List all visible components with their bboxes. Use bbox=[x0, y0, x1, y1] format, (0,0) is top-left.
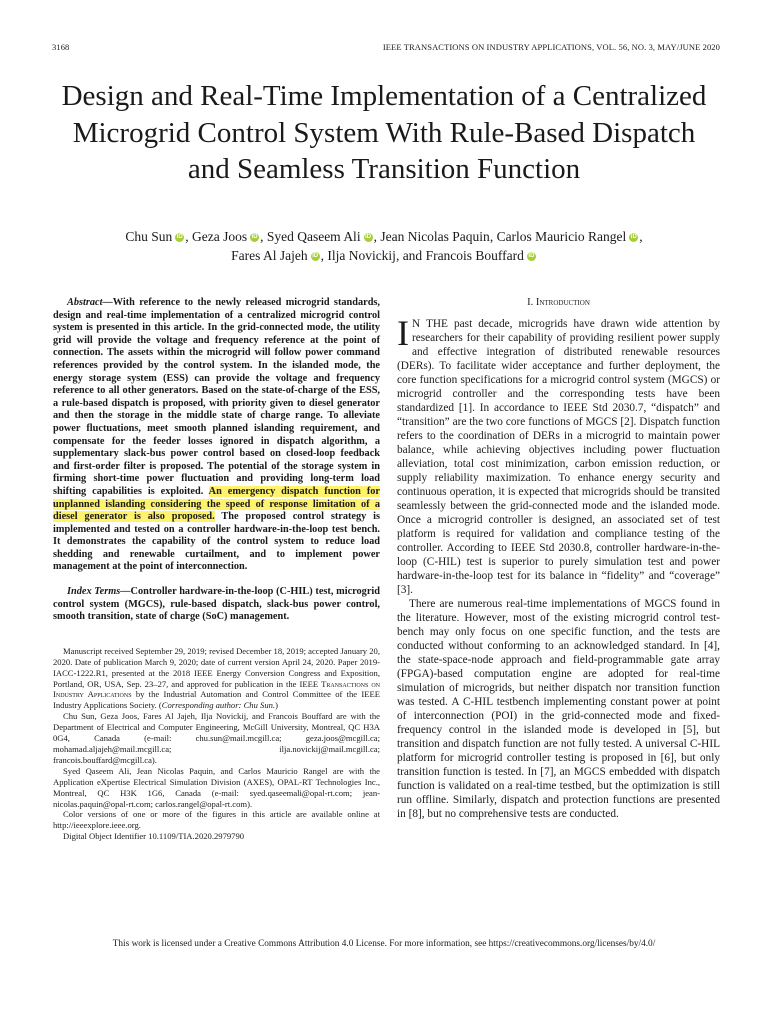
page-number: 3168 bbox=[52, 42, 70, 52]
footnote-doi: Digital Object Identifier 10.1109/TIA.2020.2979790 bbox=[63, 831, 245, 842]
journal-header: IEEE TRANSACTIONS ON INDUSTRY APPLICATIONS, VOL. 56, NO. 3, MAY/JUNE 2020 bbox=[382, 42, 720, 52]
author-name: Fares Al Jajeh bbox=[231, 248, 308, 263]
author-separator: , bbox=[489, 229, 497, 244]
section-heading: I. Introduction bbox=[527, 297, 590, 308]
author-name: Jean Nicolas Paquin bbox=[380, 229, 490, 244]
abstract-text: With reference to the newly released microgrid standards, design and real-time implementation of a centralized microgrid control system is presented in this article. In the grid-connected mode, the utility grid will provide the voltage and frequency reference at the point of connection. The assets within the microgrid will follow power command references provided by the control system. In the islanded mode, the energy storage system (ESS) can provide the voltage and frequency reference to all other generators. Based on the state-of-charge of the ESS, a rule-based dispatch is proposed, with priority given to diesel generator and then the storage in the middle state of charge range. To alleviate power fluctuations, meet smooth planned islanding requirement, and compensate for the feeder losses ignored in dispatch algorithm, a supplementary slack-bus power control based on closed-loop feedback and first-order filter is proposed. The potential of the storage system in firming short-time power fluctuation and providing long-term load shifting capabilities is exploited. bbox=[53, 297, 380, 497]
intro-paragraph-2: There are numerous real-time implementations of MGCS found in the literature. However, most of the existing microgrid control test-bench may only focus on one specific function, and the tests are conducted without conforming to an acknowledged standard. In [4], the state-space-node approach and field-programmable gate array (FPGA)-based computation engine are adopted for real-time simulation of microgrids, but neither dispatch nor transition function was tested. A C-HIL testbench implementing constant power at point of interconnection (POI) in the grid-connected mode and fixed-frequency control in the islanded mode is developed in [5], but transition and dispatch function are not fully tested. A universal C-HIL platform for microgrid controller testing is proposed in [6], but only transition function is tested. In [7], an MGCS embedded with dispatch function is validated on a real-time testbed, but the optimization is still run offline. Similarly, dispatch and protection functions are presented in [8], but no comprehensive tests are conducted. bbox=[397, 598, 720, 820]
intro-paragraph-1: I N THE past decade, microgrids have drawn wide attention by researchers for their capability of providing resilient power supply and effective integration of distributed renewable resources (DERs). To facilitate wider acceptance and further deployment, the core function specifications for a microgrid control system (MGCS) or microgrid controller and the corresponding tests have been standardized [1]. In accordance to IEEE Std 2030.7, “dispatch” and “transition” are the two core functions of MGCS [2]. Dispatch function refers to the coordination of DERs in a microgrid to maintain power balance, while achieving objectives including power fluctuation alleviation, total cost minimization, carbon emission reduction, or supply reliability maximization. To enhance energy security and continuous operation, it is expected that microgrids should be transited seamlessly between the grid-connected mode and the islanded mode. Once a microgrid controller is designed, an associated set of test platform is required for validation and compliance testing of the controller. According to IEEE Std 2030.8, controller hardware-in-the-loop (C-HIL) test is superior to purely simulation test and power hardware-in-the-loop test for its balance in “fidelity” and “coverage” [3]. bbox=[397, 313, 720, 596]
paper-title: Design and Real-Time Implementation of a Centralized Microgrid Control System With Rule-Based Dispatch and Seamless Transition Function bbox=[61, 80, 707, 185]
author-name: Chu Sun bbox=[125, 229, 173, 244]
author-separator: , bbox=[260, 229, 267, 244]
right-column bbox=[397, 297, 720, 821]
index-terms-label: Index Terms— bbox=[67, 586, 131, 598]
author-name: Geza Joos bbox=[191, 229, 248, 244]
drop-cap: I bbox=[397, 313, 409, 353]
abstract-text-end: The proposed control strategy is implemented and tested on a controller hardware-in-the-loop test bench. It demonstrates the capability of the control system to reduce load shedding and renewable curtailment, and to implement power management at the point of interconnection. bbox=[53, 511, 381, 573]
orcid-icon[interactable]: iD bbox=[176, 234, 183, 240]
intro-first-words: N THE bbox=[412, 318, 448, 330]
abstract bbox=[53, 297, 380, 574]
orcid-icon[interactable]: iD bbox=[251, 234, 258, 240]
footnote-affiliation-opalrt: Syed Qaseem Ali, Jean Nicolas Paquin, and Carlos Mauricio Rangel are with the Application eXpertise Electrical Simulation Division (AXES), OPAL-RT Technologies Inc., Montreal, QC H3K 1G6, Canada (e-mail: syed.qaseemali@opal-rt.com; jean-nicolas.paquin@opal-rt.com; carlos.rangel@opal-rt.com). bbox=[53, 765, 380, 809]
author-name: Ilja Novickij bbox=[327, 248, 396, 263]
author-list bbox=[60, 227, 708, 265]
footnote-color-versions: Color versions of one or more of the figures in this article are available online at http://ieeexplore.ieee.org. bbox=[53, 809, 380, 831]
orcid-icon[interactable]: iD bbox=[312, 253, 319, 259]
author-name: Carlos Mauricio Rangel bbox=[496, 229, 627, 244]
author-separator: , bbox=[373, 229, 381, 244]
footnote-affiliation-mcgill: Chu Sun, Geza Joos, Fares Al Jajeh, Ilja Novickij, and Francois Bouffard are with the Department of Electrical and Computer Engineering, McGill University, Montreal, QC H3A 0G4, Canada (e-mail: chu.sun@mail.mcgill.ca; geza.joos@mcgill.ca; mohamad.aljajeh@mail.mcgill.ca; ilja.novickij@mail.mcgill.ca; francois.bouffard@mcgill.ca). bbox=[53, 711, 380, 765]
footnotes bbox=[53, 646, 380, 842]
author-separator: , and bbox=[395, 248, 426, 263]
orcid-icon[interactable]: iD bbox=[630, 234, 637, 240]
index-terms-text: Controller hardware-in-the-loop (C-HIL) test, microgrid control system (MGCS), rule-based dispatch, slack-bus power control, smooth transition, state of charge (SoC) management. bbox=[53, 586, 380, 623]
left-column bbox=[53, 297, 380, 842]
author-name: Syed Qaseem Ali bbox=[266, 229, 361, 244]
author-name: Francois Bouffard bbox=[425, 248, 524, 263]
author-separator: , bbox=[320, 248, 328, 263]
orcid-icon[interactable]: iD bbox=[365, 234, 372, 240]
abstract-label: Abstract— bbox=[67, 297, 113, 308]
abstract-highlight: An emergency dispatch function for unplanned islanding considering the speed of response limitation of a diesel generator is also proposed. bbox=[53, 485, 381, 523]
license-footer: This work is licensed under a Creative Commons Attribution 4.0 License. For more information, see https://creativecommons.org/licenses/by/4.0/ bbox=[112, 939, 656, 949]
author-separator: , bbox=[185, 229, 192, 244]
author-separator: , bbox=[639, 229, 643, 244]
orcid-icon[interactable]: iD bbox=[528, 253, 535, 259]
index-terms bbox=[53, 586, 380, 624]
footnote-manuscript: Manuscript received September 29, 2019; revised December 18, 2019; accepted January 20, 2020. Date of publication March 9, 2020; date of current version April 24, 2020. Paper 2019-IACC-1222.R1, presented at the 2018 IEEE Energy Conversion Congress and Exposition, Portland, OR, USA, Sep. 23–27, and approved for publication in the IEEE Transactions on Industry Applications by the Industrial Automation and Control Committee of the IEEE Industry Applications Society. (Corresponding author: Chu Sun.) bbox=[53, 645, 381, 711]
